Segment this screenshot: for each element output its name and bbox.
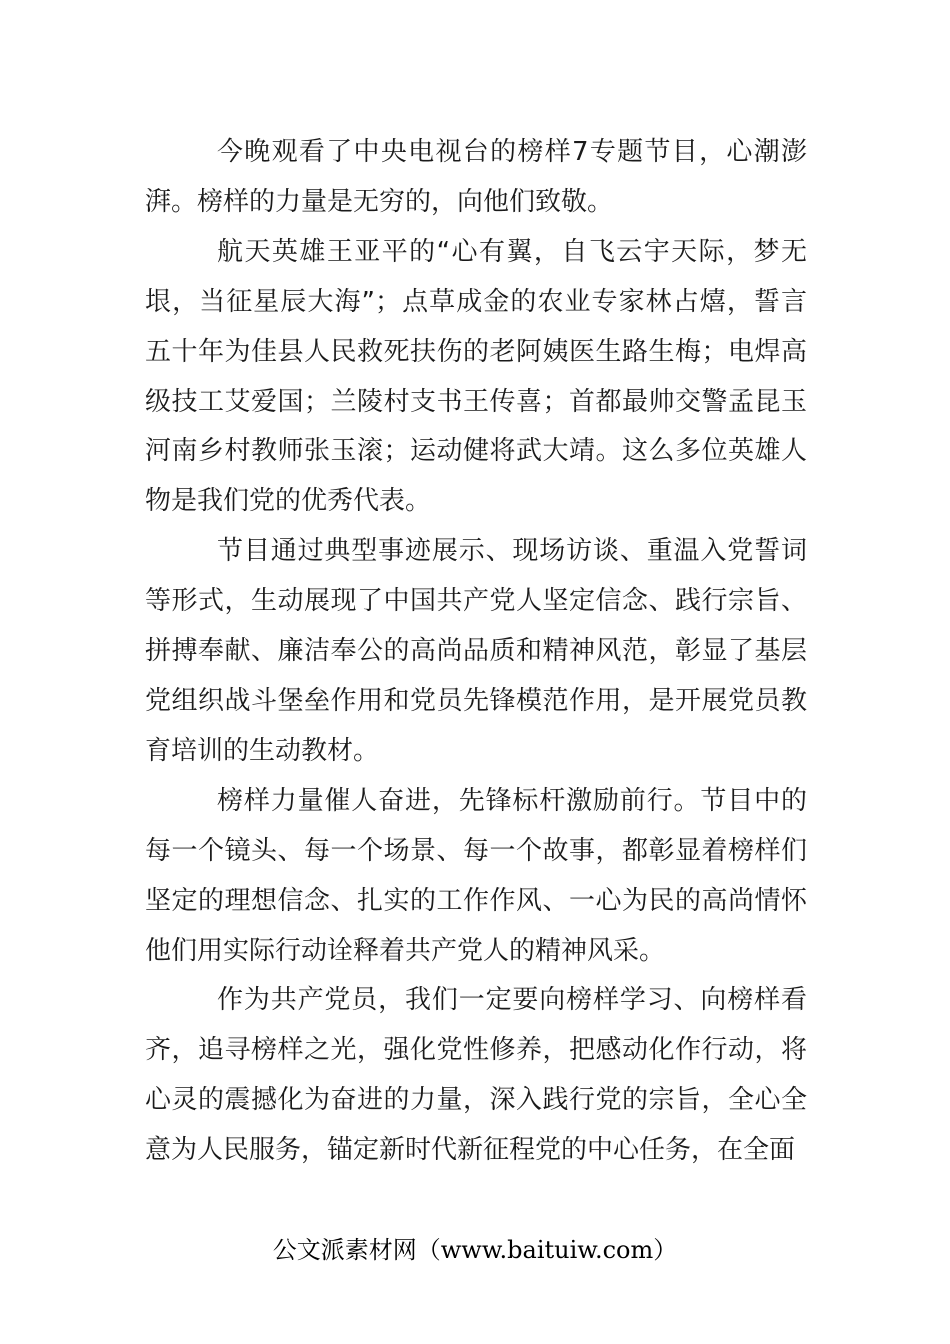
paragraph-1: 今晚观看了中央电视台的榜样7专题节目，心潮澎湃。榜样的力量是无穷的，向他们致敬。 bbox=[145, 137, 807, 217]
paragraph-2: 航天英雄王亚平的“心有翼，自飞云宇天际，梦无垠，当征星辰大海”；点草成金的农业专家林占熺，誓言五十年为佳县人民救死扶伤的老阿姨医生路生梅；电焊高级技工艾爱国；兰陵村支书王传喜；首都最帅交警孟昆玉河南乡村教师张玉滚；运动健将武大靖。这么多位英雄人物是我们党的优秀代表。 bbox=[145, 236, 807, 517]
document-body bbox=[145, 128, 807, 1176]
paragraph-3: 节目通过典型事迹展示、现场访谈、重温入党誓词等形式，生动展现了中国共产党人坚定信念、践行宗旨、拼搏奉献、廉洁奉公的高尚品质和精神风范，彰显了基层党组织战斗堡垒作用和党员先锋模范作用，是开展党员教育培训的生动教材。 bbox=[145, 536, 807, 766]
paragraph-5: 作为共产党员，我们一定要向榜样学习、向榜样看齐，追寻榜样之光，强化党性修养，把感动化作行动，将心灵的震撼化为奋进的力量，深入践行党的宗旨，全心全意为人民服务，锚定新时代新征程党的中心任务，在全面 bbox=[145, 985, 807, 1166]
paragraph-4: 榜样力量催人奋进，先锋标杆激励前行。节目中的每一个镜头、每一个场景、每一个故事，都彰显着榜样们坚定的理想信念、扎实的工作作风、一心为民的高尚情怀他们用实际行动诠释着共产党人的精神风采。 bbox=[145, 785, 807, 966]
page-footer-watermark: 公文派素材网（www.baituiw.com） bbox=[272, 1236, 678, 1264]
